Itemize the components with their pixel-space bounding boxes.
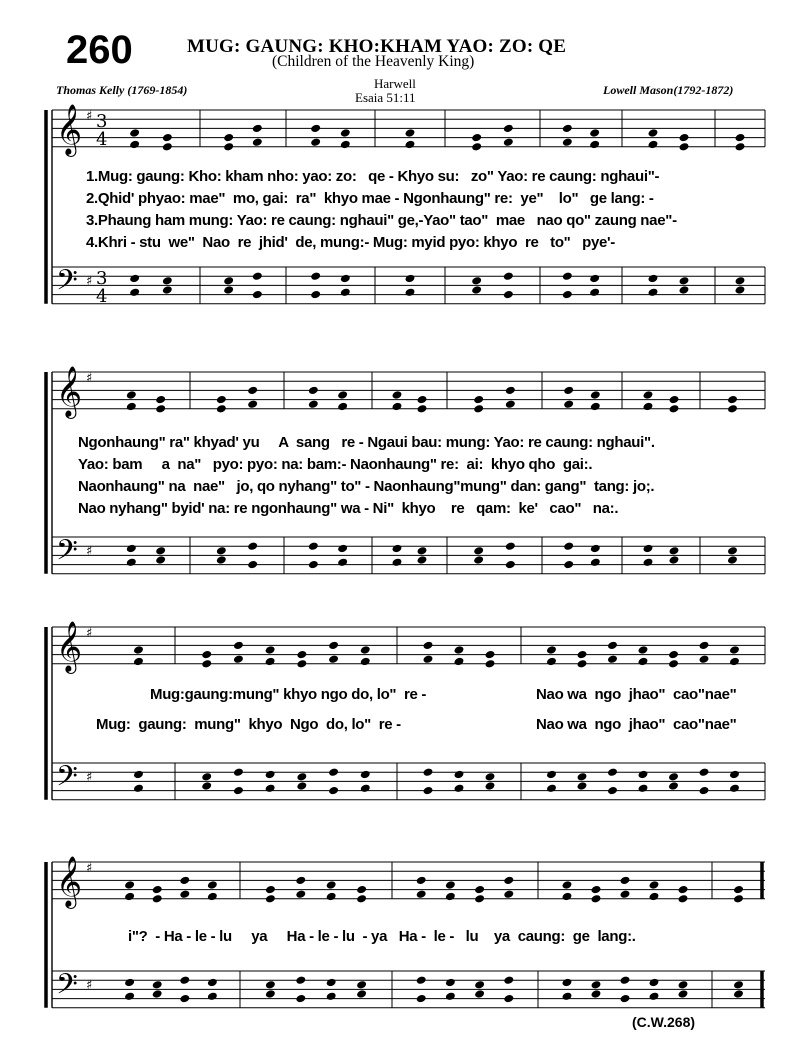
key-signature-sharp: ♯ xyxy=(86,978,93,993)
bass-note xyxy=(620,994,631,1004)
alto-note xyxy=(423,654,434,664)
tenor-note xyxy=(233,767,244,777)
soprano-note xyxy=(678,885,689,895)
soprano-note xyxy=(607,641,618,651)
source-credit: (C.W.268) xyxy=(632,1014,696,1030)
bass-note xyxy=(454,784,465,794)
alto-note xyxy=(126,402,137,412)
soprano-note xyxy=(648,128,659,138)
tenor-note xyxy=(678,980,689,990)
alto-note xyxy=(216,404,227,414)
tenor-note xyxy=(308,541,319,551)
treble-clef: 𝄞 xyxy=(56,856,83,907)
key-signature-sharp: ♯ xyxy=(86,626,93,641)
soprano-note xyxy=(326,880,337,890)
alto-note xyxy=(607,654,618,664)
bass-note xyxy=(669,555,680,565)
tenor-note xyxy=(735,276,746,286)
bass-note xyxy=(216,555,227,565)
bass-note xyxy=(152,989,163,999)
tenor-note xyxy=(155,546,166,556)
bass-note xyxy=(126,558,137,568)
key-signature-sharp: ♯ xyxy=(86,109,93,124)
tenor-note xyxy=(265,980,276,990)
soprano-note xyxy=(252,124,263,134)
alto-note xyxy=(133,657,144,667)
soprano-note xyxy=(620,876,631,886)
bass-note xyxy=(735,285,746,295)
soprano-note xyxy=(733,885,744,895)
composer-credit: Lowell Mason(1792-1872) xyxy=(603,83,734,97)
bass-note xyxy=(649,992,660,1002)
system1-verse-3: 3.Phaung ham mung: Yao: re caung: nghaui" ge,-Yao" tao" mae nao qo" zaung nae"- xyxy=(86,212,677,229)
bass-note xyxy=(589,288,600,298)
bass-note xyxy=(360,784,371,794)
tenor-note xyxy=(562,978,573,988)
soprano-note xyxy=(638,645,649,655)
bass-note xyxy=(546,784,557,794)
treble-clef: 𝄞 xyxy=(56,366,83,417)
bass-note xyxy=(727,555,738,565)
soprano-note xyxy=(473,395,484,405)
bass-note xyxy=(590,558,601,568)
soprano-note xyxy=(356,885,367,895)
bass-clef: 𝄢 xyxy=(56,968,78,1008)
tenor-note xyxy=(727,546,738,556)
bass-note xyxy=(247,560,258,570)
bass-note xyxy=(295,994,306,1004)
bass-note xyxy=(405,288,416,298)
bass-note xyxy=(133,784,144,794)
bass-note xyxy=(296,781,307,791)
alto-note xyxy=(471,142,482,152)
soprano-note xyxy=(669,395,680,405)
alto-note xyxy=(152,894,163,904)
soprano-note xyxy=(337,390,348,400)
tenor-note xyxy=(733,980,744,990)
system4-verse-1: i"? - Ha - le - lu ya Ha - le - lu - ya Ha - le - lu ya caung: ge lang:. xyxy=(128,928,636,945)
soprano-note xyxy=(546,645,557,655)
alto-note xyxy=(638,657,649,667)
tenor-note xyxy=(591,980,602,990)
tenor-note xyxy=(129,274,140,284)
tenor-note xyxy=(337,544,348,554)
tenor-note xyxy=(474,980,485,990)
alto-note xyxy=(591,894,602,904)
bass-note xyxy=(471,285,482,295)
bass-note xyxy=(252,290,263,300)
alto-note xyxy=(162,142,173,152)
bass-note xyxy=(392,558,403,568)
soprano-note xyxy=(328,641,339,651)
soprano-note xyxy=(360,645,371,655)
bass-note xyxy=(648,288,659,298)
tenor-note xyxy=(505,541,516,551)
soprano-note xyxy=(423,641,434,651)
tenor-note xyxy=(669,546,680,556)
bass-note xyxy=(562,992,573,1002)
alto-note xyxy=(179,889,190,899)
tenor-note xyxy=(679,276,690,286)
alto-note xyxy=(295,889,306,899)
soprano-note xyxy=(405,128,416,138)
alto-note xyxy=(417,404,428,414)
alto-note xyxy=(155,404,166,414)
alto-note xyxy=(326,892,337,902)
tenor-note xyxy=(729,770,740,780)
soprano-note xyxy=(152,885,163,895)
tenor-note xyxy=(201,772,212,782)
alto-note xyxy=(392,402,403,412)
bass-note xyxy=(445,992,456,1002)
tenor-note xyxy=(423,767,434,777)
key-signature-sharp: ♯ xyxy=(86,544,93,559)
bass-note xyxy=(124,992,135,1002)
tenor-note xyxy=(454,770,465,780)
bass-note xyxy=(201,781,212,791)
soprano-note xyxy=(729,645,740,655)
alto-note xyxy=(445,892,456,902)
bass-note xyxy=(679,285,690,295)
bass-note xyxy=(416,994,427,1004)
bass-note xyxy=(337,558,348,568)
system3-verse-2: Mug: gaung: mung" khyo Ngo do, lo" re - xyxy=(96,716,401,733)
alto-note xyxy=(310,137,321,147)
bass-note xyxy=(340,288,351,298)
alto-note xyxy=(590,402,601,412)
system2-verse-2: Yao: bam a na" pyo: pyo: na: bam:- Naonhaung" re: ai: khyo qho gai:. xyxy=(78,456,593,473)
soprano-note xyxy=(735,133,746,143)
alto-note xyxy=(735,142,746,152)
bass-note xyxy=(607,786,618,796)
bass-note xyxy=(326,992,337,1002)
tenor-note xyxy=(360,770,371,780)
alto-note xyxy=(233,654,244,664)
bass-note xyxy=(678,989,689,999)
tenor-note xyxy=(648,274,659,284)
tenor-note xyxy=(356,980,367,990)
tenor-note xyxy=(124,978,135,988)
tenor-note xyxy=(503,271,514,281)
time-signature: 3 xyxy=(96,111,108,132)
bass-note xyxy=(699,786,710,796)
soprano-note xyxy=(155,395,166,405)
bass-note xyxy=(485,781,496,791)
bass-note xyxy=(668,781,679,791)
tune-name: Harwell xyxy=(374,76,416,91)
bass-note xyxy=(328,786,339,796)
bass-note xyxy=(638,784,649,794)
system2-verse-1: Ngonhaung" ra" khyad' yu A sang re - Ngaui bau: mung: Yao: re caung: nghaui". xyxy=(78,434,655,451)
alto-note xyxy=(562,892,573,902)
bass-note xyxy=(503,994,514,1004)
system3-verse-1-right: Nao wa ngo jhao" cao"nae" xyxy=(536,686,737,703)
soprano-note xyxy=(474,885,485,895)
alto-note xyxy=(340,140,351,150)
key-signature-sharp: ♯ xyxy=(86,371,93,386)
alto-note xyxy=(454,657,465,667)
alto-note xyxy=(201,659,212,669)
bass-note xyxy=(179,994,190,1004)
tenor-note xyxy=(649,978,660,988)
alto-note xyxy=(265,894,276,904)
bass-note xyxy=(223,285,234,295)
soprano-note xyxy=(505,386,516,396)
tenor-note xyxy=(638,770,649,780)
alto-note xyxy=(356,894,367,904)
alto-note xyxy=(563,399,574,409)
alto-note xyxy=(733,894,744,904)
tenor-note xyxy=(620,975,631,985)
soprano-note xyxy=(563,386,574,396)
system1-verse-2: 2.Qhid' phyao: mae" mo, gai: ra" khyo mae - Ngonhaung" re: ye" lo" ge lang: - xyxy=(86,190,654,207)
soprano-note xyxy=(126,390,137,400)
tenor-note xyxy=(563,541,574,551)
soprano-note xyxy=(679,133,690,143)
alto-note xyxy=(124,892,135,902)
soprano-note xyxy=(223,133,234,143)
soprano-note xyxy=(485,650,496,660)
tenor-note xyxy=(589,274,600,284)
soprano-note xyxy=(445,880,456,890)
tenor-note xyxy=(699,767,710,777)
soprano-note xyxy=(216,395,227,405)
soprano-note xyxy=(471,133,482,143)
alto-note xyxy=(577,659,588,669)
system3-verse-1: Mug:gaung:mung" khyo ngo do, lo" re - xyxy=(150,686,427,703)
bass-note xyxy=(265,784,276,794)
tenor-note xyxy=(562,271,573,281)
alto-note xyxy=(620,889,631,899)
soprano-note xyxy=(649,880,660,890)
bass-note xyxy=(577,781,588,791)
soprano-note xyxy=(340,128,351,138)
tenor-note xyxy=(577,772,588,782)
tenor-note xyxy=(295,975,306,985)
tenor-note xyxy=(471,276,482,286)
treble-clef: 𝄞 xyxy=(56,104,83,155)
alto-note xyxy=(129,140,140,150)
alto-note xyxy=(485,659,496,669)
alto-note xyxy=(648,140,659,150)
alto-note xyxy=(308,399,319,409)
tenor-note xyxy=(473,546,484,556)
soprano-note xyxy=(699,641,710,651)
tenor-note xyxy=(416,975,427,985)
key-signature-sharp: ♯ xyxy=(86,770,93,785)
soprano-note xyxy=(562,880,573,890)
alto-note xyxy=(668,659,679,669)
system1-verse-1: 1.Mug: gaung: Kho: kham nho: yao: zo: qe - Khyo su: zo" Yao: re caung: nghaui"- xyxy=(86,168,660,185)
bass-note xyxy=(265,989,276,999)
bass-note xyxy=(505,560,516,570)
soprano-note xyxy=(503,876,514,886)
tenor-note xyxy=(152,980,163,990)
alto-note xyxy=(669,404,680,414)
alto-note xyxy=(207,892,218,902)
alto-note xyxy=(337,402,348,412)
soprano-note xyxy=(503,124,514,134)
soprano-note xyxy=(590,390,601,400)
alto-note xyxy=(643,402,654,412)
tenor-note xyxy=(265,770,276,780)
time-signature: 3 xyxy=(96,268,108,289)
alto-note xyxy=(503,889,514,899)
soprano-note xyxy=(247,386,258,396)
soprano-note xyxy=(207,880,218,890)
tenor-note xyxy=(207,978,218,988)
bass-clef: 𝄢 xyxy=(56,534,78,574)
soprano-note xyxy=(727,395,738,405)
soprano-note xyxy=(129,128,140,138)
alto-note xyxy=(727,404,738,414)
soprano-note xyxy=(265,885,276,895)
bass-note xyxy=(207,992,218,1002)
tenor-note xyxy=(643,544,654,554)
alto-note xyxy=(247,399,258,409)
tenor-note xyxy=(417,546,428,556)
bass-clef: 𝄢 xyxy=(56,760,78,800)
alto-note xyxy=(416,889,427,899)
tenor-note xyxy=(668,772,679,782)
alto-note xyxy=(265,657,276,667)
alto-note xyxy=(473,404,484,414)
system3-verse-2-right: Nao wa ngo jhao" cao"nae" xyxy=(536,716,737,733)
system2-verse-4: Nao nyhang" byid' na: re ngonhaung" wa - Ni" khyo re qam: ke' cao" na:. xyxy=(78,500,619,517)
alto-note xyxy=(360,657,371,667)
tenor-note xyxy=(405,274,416,284)
alto-note xyxy=(405,140,416,150)
soprano-note xyxy=(296,650,307,660)
bass-note xyxy=(733,989,744,999)
key-signature-sharp: ♯ xyxy=(86,861,93,876)
bass-note xyxy=(562,290,573,300)
alto-note xyxy=(589,140,600,150)
alto-note xyxy=(562,137,573,147)
alto-note xyxy=(328,654,339,664)
hymn-title: MUG: GAUNG: KHO:KHAM YAO: ZO: QE xyxy=(187,36,567,57)
tenor-note xyxy=(445,978,456,988)
alto-note xyxy=(505,399,516,409)
alto-note xyxy=(649,892,660,902)
tenor-note xyxy=(326,978,337,988)
tenor-note xyxy=(503,975,514,985)
bass-note xyxy=(473,555,484,565)
tenor-note xyxy=(126,544,137,554)
soprano-note xyxy=(643,390,654,400)
soprano-note xyxy=(308,386,319,396)
bass-note xyxy=(423,786,434,796)
soprano-note xyxy=(265,645,276,655)
tenor-note xyxy=(223,276,234,286)
alto-note xyxy=(296,659,307,669)
soprano-note xyxy=(162,133,173,143)
tenor-note xyxy=(296,772,307,782)
soprano-note xyxy=(310,124,321,134)
tenor-note xyxy=(310,271,321,281)
soprano-note xyxy=(133,645,144,655)
bass-note xyxy=(563,560,574,570)
tenor-note xyxy=(485,772,496,782)
tenor-note xyxy=(179,975,190,985)
tenor-note xyxy=(162,276,173,286)
soprano-note xyxy=(454,645,465,655)
soprano-note xyxy=(124,880,135,890)
bass-note xyxy=(729,784,740,794)
soprano-note xyxy=(416,876,427,886)
tenor-note xyxy=(392,544,403,554)
tenor-note xyxy=(340,274,351,284)
bass-note xyxy=(474,989,485,999)
soprano-note xyxy=(201,650,212,660)
soprano-note xyxy=(392,390,403,400)
bass-note xyxy=(356,989,367,999)
soprano-note xyxy=(577,650,588,660)
alto-note xyxy=(699,654,710,664)
time-signature: 4 xyxy=(96,129,108,150)
alto-note xyxy=(729,657,740,667)
soprano-note xyxy=(295,876,306,886)
system2-verse-3: Naonhaung" na nae" jo, qo nyhang" to" - Naonhaung"mung" dan: gang" tang: jo;. xyxy=(78,478,655,495)
alto-note xyxy=(474,894,485,904)
scripture-ref: Esaia 51:11 xyxy=(355,90,416,105)
hymn-subtitle: (Children of the Heavenly King) xyxy=(272,53,475,70)
tenor-note xyxy=(607,767,618,777)
hymn-number: 260 xyxy=(66,28,133,72)
bass-note xyxy=(129,288,140,298)
bass-note xyxy=(233,786,244,796)
author-credit: Thomas Kelly (1769-1854) xyxy=(56,83,188,97)
tenor-note xyxy=(328,767,339,777)
soprano-note xyxy=(589,128,600,138)
soprano-note xyxy=(179,876,190,886)
tenor-note xyxy=(590,544,601,554)
system1-verse-4: 4.Khri - stu we" Nao re jhid' de, mung:- Mug: myid pyo: khyo re to" pye'- xyxy=(86,234,616,251)
bass-note xyxy=(310,290,321,300)
key-signature-sharp: ♯ xyxy=(86,274,93,289)
time-signature: 4 xyxy=(96,286,108,307)
soprano-note xyxy=(233,641,244,651)
bass-note xyxy=(417,555,428,565)
alto-note xyxy=(679,142,690,152)
bass-note xyxy=(643,558,654,568)
alto-note xyxy=(503,137,514,147)
tenor-note xyxy=(546,770,557,780)
soprano-note xyxy=(591,885,602,895)
bass-note xyxy=(503,290,514,300)
bass-note xyxy=(162,285,173,295)
bass-note xyxy=(591,989,602,999)
bass-clef: 𝄢 xyxy=(56,264,78,304)
tenor-note xyxy=(216,546,227,556)
alto-note xyxy=(678,894,689,904)
bass-note xyxy=(155,555,166,565)
soprano-note xyxy=(668,650,679,660)
alto-note xyxy=(546,657,557,667)
soprano-note xyxy=(562,124,573,134)
tenor-note xyxy=(252,271,263,281)
alto-note xyxy=(223,142,234,152)
tenor-note xyxy=(133,770,144,780)
treble-clef: 𝄞 xyxy=(56,621,83,672)
tenor-note xyxy=(247,541,258,551)
soprano-note xyxy=(417,395,428,405)
alto-note xyxy=(252,137,263,147)
bass-note xyxy=(308,560,319,570)
